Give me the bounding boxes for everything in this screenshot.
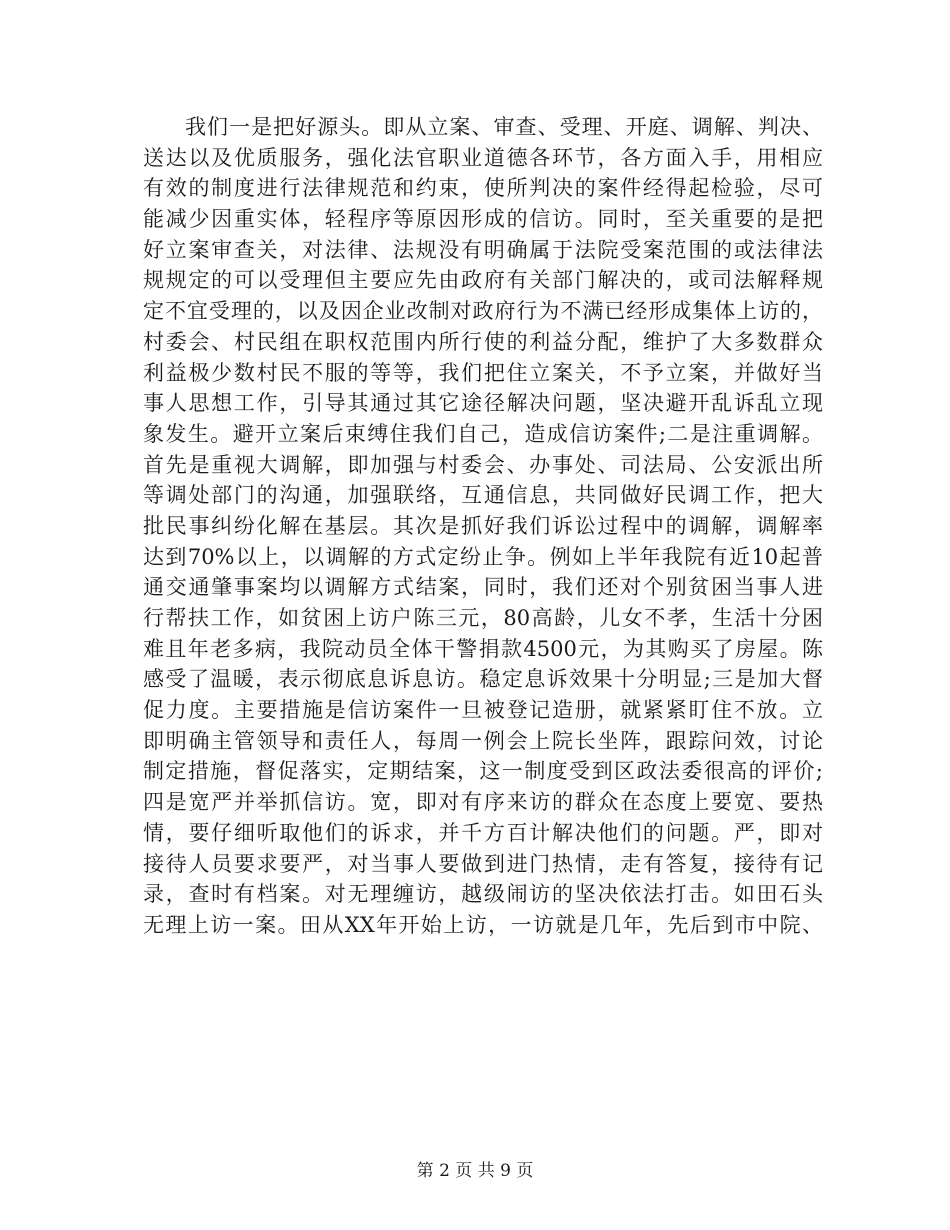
text-line: 录，查时有档案。对无理缠访，越级闹访的坚决依法打击。如田石头: [143, 882, 823, 907]
page-number: 第 2 页 共 9 页: [416, 1161, 534, 1181]
text-line: 好立案审查关，对法律、法规没有明确属于法院受案范围的或法律法: [143, 237, 823, 262]
text-line: 送达以及优质服务，强化法官职业道德各环节，各方面入手，用相应: [143, 145, 823, 170]
text-line: 无理上访一案。田从XX年开始上访，一访就是几年，先后到市中院、: [143, 912, 823, 937]
text-line: 四是宽严并举抓信访。宽，即对有序来访的群众在态度上要宽、要热: [143, 790, 823, 815]
text-line: 规规定的可以受理但主要应先由政府有关部门解决的，或司法解释规: [143, 268, 823, 293]
text-line: 即明确主管领导和责任人，每周一例会上院长坐阵，跟踪问效，讨论: [143, 728, 823, 753]
text-line: 难且年老多病，我院动员全体干警捐款4500元，为其购买了房屋。陈: [143, 636, 823, 661]
text-line: 村委会、村民组在职权范围内所行使的利益分配，维护了大多数群众: [143, 329, 823, 354]
text-line: 接待人员要求要严，对当事人要做到进门热情，走有答复，接待有记: [143, 851, 823, 876]
text-line: 我们一是把好源头。即从立案、审查、受理、开庭、调解、判决、: [185, 115, 823, 139]
text-line: 感受了温暖，表示彻底息诉息访。稳定息诉效果十分明显;三是加大督: [143, 667, 823, 692]
text-line: 制定措施，督促落实，定期结案，这一制度受到区政法委很高的评价;: [143, 759, 823, 784]
text-line: 情，要仔细听取他们的诉求，并千方百计解决他们的问题。严，即对: [143, 820, 823, 845]
page-footer: [0, 1160, 950, 1182]
text-line: 等调处部门的沟通，加强联络，互通信息，共同做好民调工作，把大: [143, 483, 823, 508]
text-line: 利益极少数村民不服的等等，我们把住立案关，不予立案，并做好当: [143, 360, 823, 385]
text-line: 定不宜受理的，以及因企业改制对政府行为不满已经形成集体上访的，: [143, 299, 823, 324]
text-line: 行帮扶工作，如贫困上访户陈三元，80高龄，儿女不孝，生活十分困: [143, 606, 823, 630]
text-line: 达到70%以上，以调解的方式定纷止争。例如上半年我院有近10起普: [143, 544, 823, 569]
text-line: 促力度。主要措施是信访案件一旦被登记造册，就紧紧盯住不放。立: [143, 698, 823, 723]
text-line: 事人思想工作，引导其通过其它途径解决问题，坚决避开乱诉乱立现: [143, 391, 823, 416]
text-line: 象发生。避开立案后束缚住我们自己，造成信访案件;二是注重调解。: [143, 421, 823, 446]
text-line: 批民事纠纷化解在基层。其次是抓好我们诉讼过程中的调解，调解率: [143, 513, 823, 538]
text-line: 有效的制度进行法律规范和约束，使所判决的案件经得起检验，尽可: [143, 176, 823, 201]
text-line: 首先是重视大调解，即加强与村委会、办事处、司法局、公安派出所: [143, 452, 823, 477]
text-line: 通交通肇事案均以调解方式结案，同时，我们还对个别贫困当事人进: [143, 575, 823, 600]
text-line: 能减少因重实体，轻程序等原因形成的信访。同时，至关重要的是把: [143, 207, 823, 232]
body-paragraph: [143, 112, 823, 941]
